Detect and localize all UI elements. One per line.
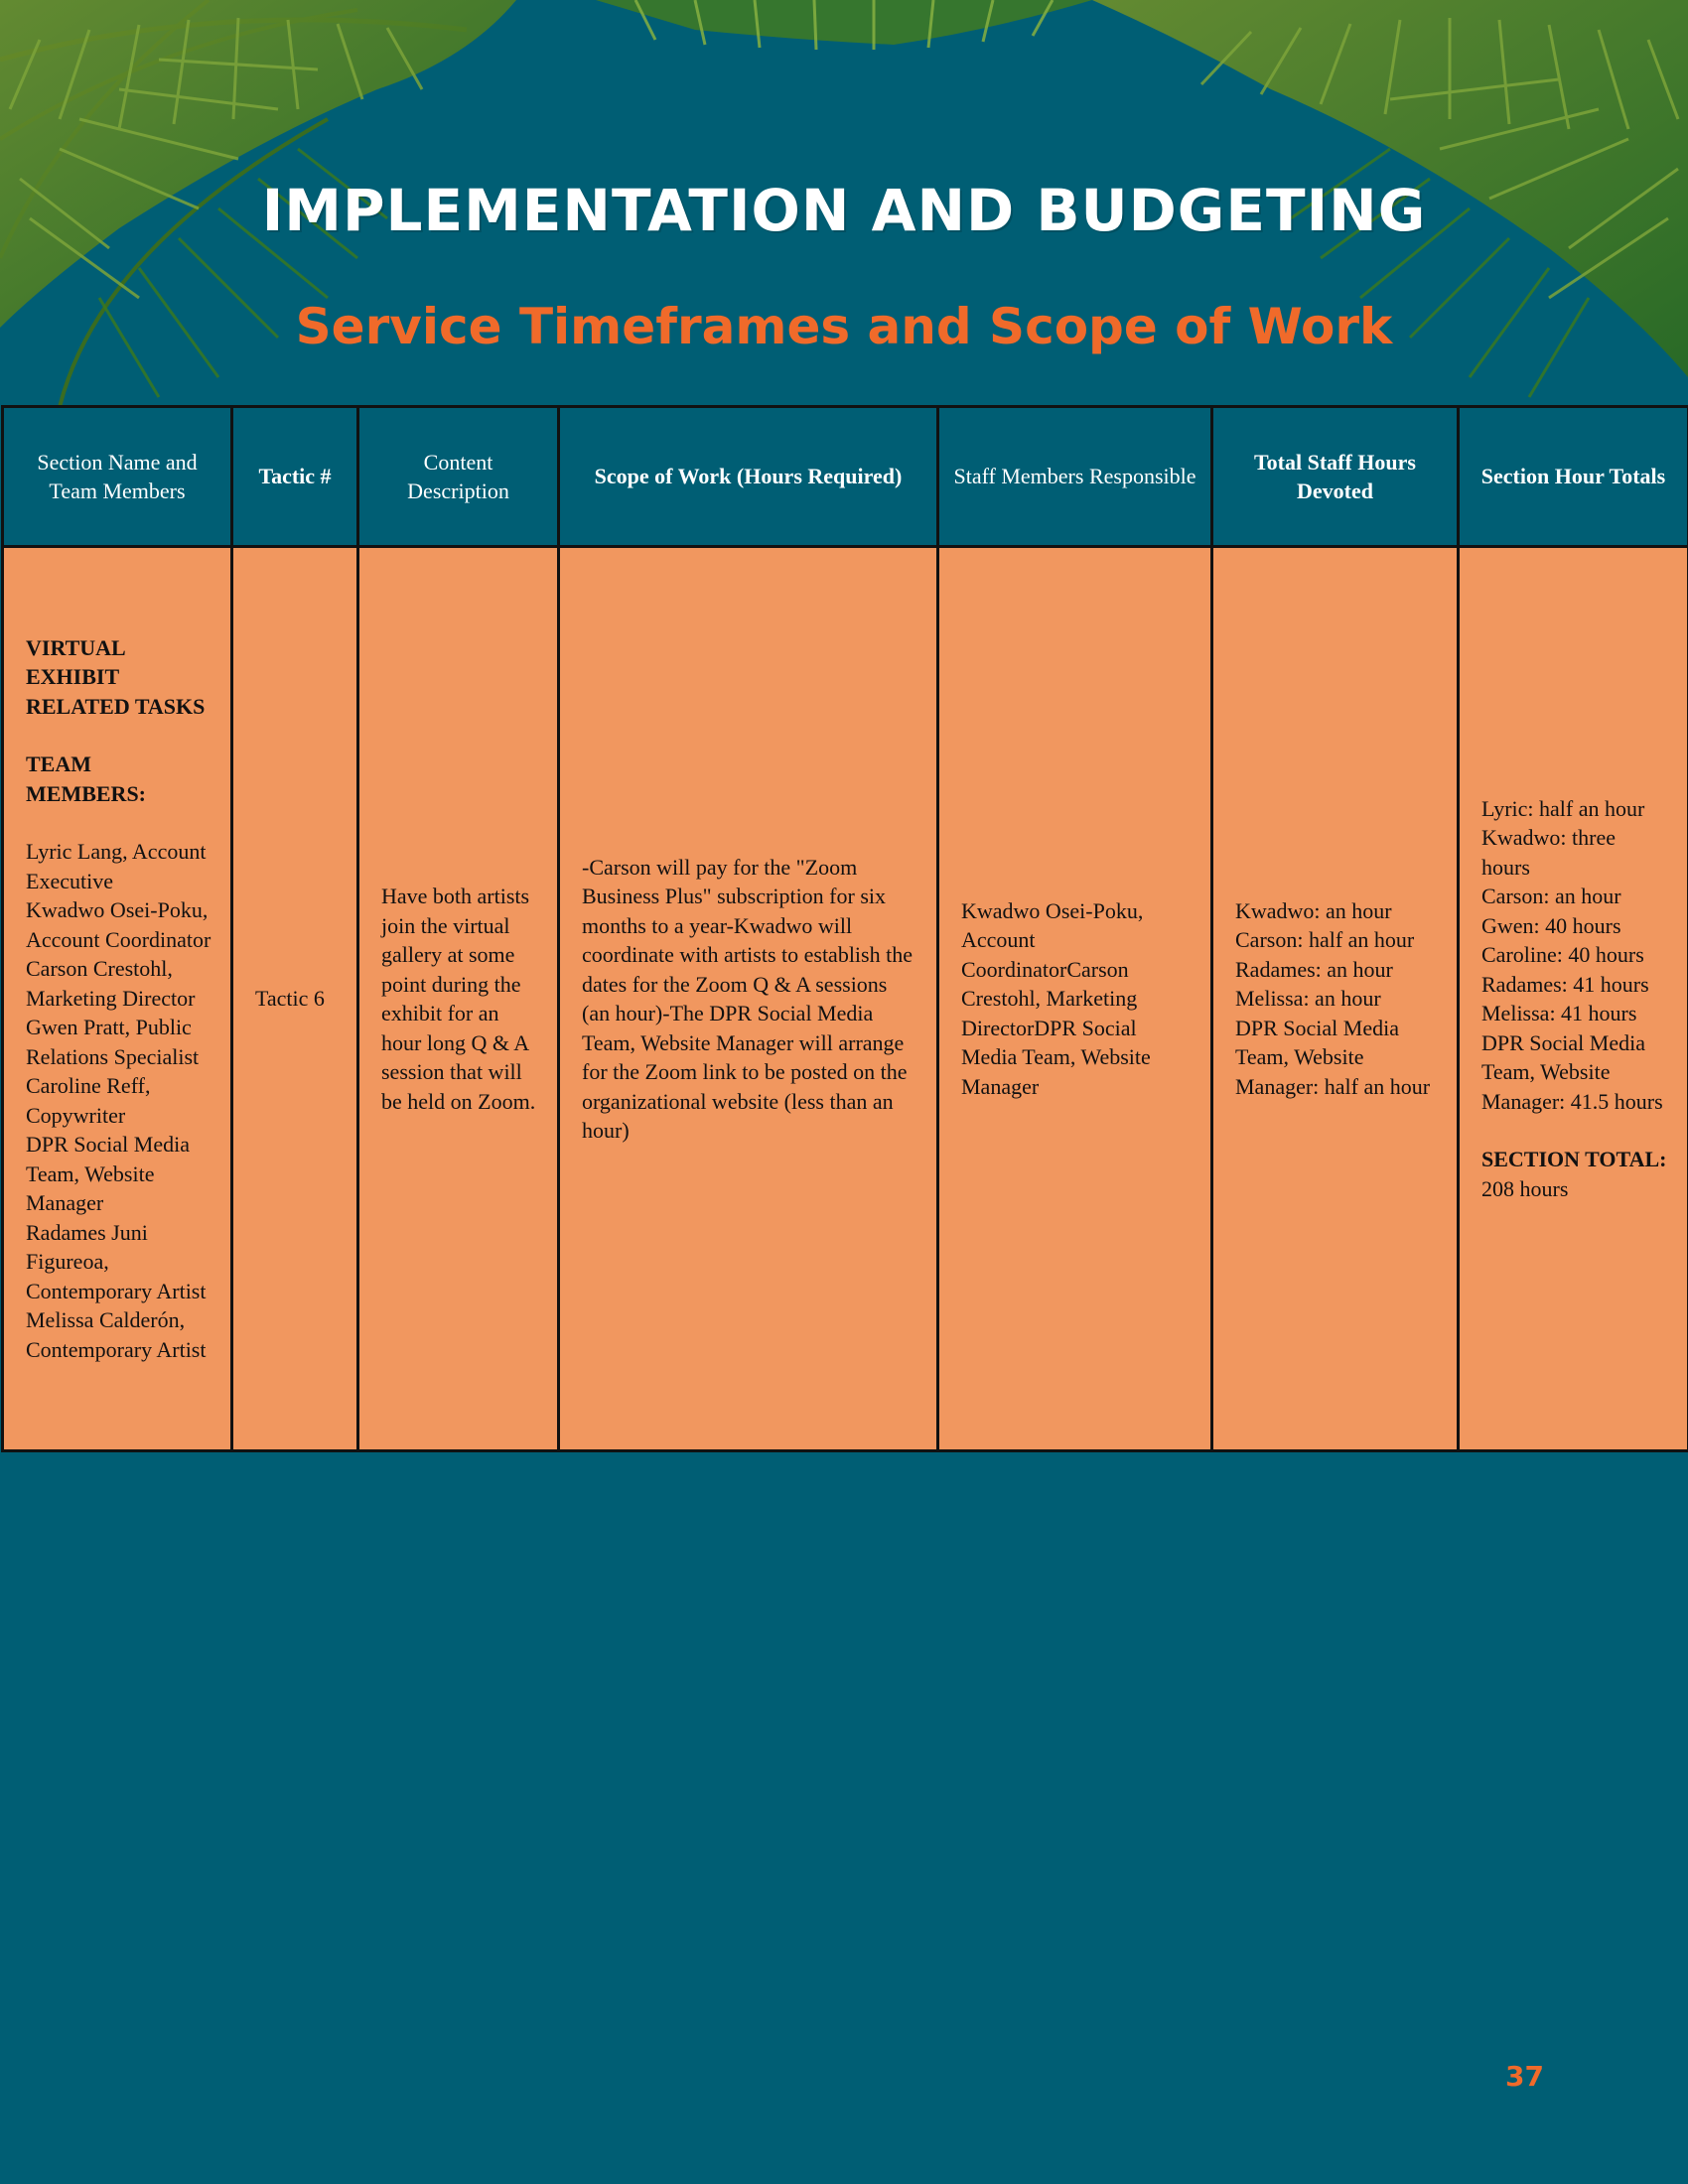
team-member: Lyric Lang, Account Executive <box>26 839 207 893</box>
team-member: Melissa Calderón, Contemporary Artist <box>26 1307 207 1362</box>
team-member: Radames Juni Figureoa, Contemporary Artist <box>26 1219 207 1303</box>
column-header: Section Hour Totals <box>1459 407 1688 547</box>
section-grand-total <box>1481 1145 1669 1203</box>
page-subtitle: Service Timeframes and Scope of Work <box>295 298 1393 355</box>
team-member: Carson Crestohl, Marketing Director <box>26 956 196 1011</box>
team-members-label: TEAM MEMBERS: <box>26 751 146 806</box>
staff-hours-item: DPR Social Media Team, Website Manager: half an hour <box>1235 1015 1431 1099</box>
staff-hours-item: Kwadwo: an hour <box>1235 897 1392 923</box>
table-row <box>3 547 1688 1451</box>
staff-hours-cell <box>1212 547 1459 1451</box>
section-total-value: 208 hours <box>1481 1175 1569 1201</box>
section-total-item: Gwen: 40 hours <box>1481 912 1621 938</box>
team-member: Kwadwo Osei-Poku, Account Coordinator <box>26 897 211 952</box>
page-number: 37 <box>1505 2060 1544 2093</box>
team-member: Caroline Reff, Copywriter <box>26 1073 151 1128</box>
section-total-item: Lyric: half an hour <box>1481 795 1645 821</box>
section-total-item: DPR Social Media Team, Website Manager: 41.5 hours <box>1481 1029 1663 1114</box>
content-description-cell: Have both artists join the virtual gallery at some point during the exhibit for an hour long Q & A session that will be held on Zoom. <box>358 547 559 1451</box>
scope-table <box>1 405 1688 1452</box>
column-header: Total Staff Hours Devoted <box>1212 407 1459 547</box>
staff-hours-item: Melissa: an hour <box>1235 986 1381 1012</box>
section-totals-cell <box>1459 547 1688 1451</box>
scope-of-work-cell: -Carson will pay for the "Zoom Business Plus" subscription for six months to a year-Kwadwo will coordinate with artists to establish the dates for the Zoom Q & A sessions (an hour)-The DPR Social Media Team, Website Manager will arrange for the Zoom link to be posted on the organizational website (less than an hour) <box>559 547 938 1451</box>
section-total-label: SECTION TOTAL: <box>1481 1147 1667 1172</box>
section-cell <box>3 547 232 1451</box>
column-header: Section Name and Team Members <box>3 407 232 547</box>
section-total-item: Carson: an hour <box>1481 884 1621 909</box>
team-member: DPR Social Media Team, Website Manager <box>26 1132 190 1216</box>
tactic-cell: Tactic 6 <box>232 547 358 1451</box>
staff-responsible-cell: Kwadwo Osei-Poku, Account CoordinatorCarson Crestohl, Marketing DirectorDPR Social Media Team, Website Manager <box>938 547 1212 1451</box>
section-total-item: Caroline: 40 hours <box>1481 942 1644 968</box>
staff-hours-item: Radames: an hour <box>1235 956 1393 982</box>
page-title: IMPLEMENTATION AND BUDGETING <box>261 177 1427 244</box>
staff-hours-item: Carson: half an hour <box>1235 927 1415 953</box>
section-total-item: Melissa: 41 hours <box>1481 1001 1637 1026</box>
column-header: Scope of Work (Hours Required) <box>559 407 938 547</box>
header <box>0 0 1688 407</box>
table-header-row <box>3 407 1688 547</box>
column-header: Tactic # <box>232 407 358 547</box>
column-header: Staff Members Responsible <box>938 407 1212 547</box>
section-total-item: Radames: 41 hours <box>1481 971 1649 997</box>
team-member: Gwen Pratt, Public Relations Specialist <box>26 1015 200 1069</box>
section-title: VIRTUAL EXHIBIT RELATED TASKS <box>26 634 206 719</box>
column-header: Content Description <box>358 407 559 547</box>
section-total-item: Kwadwo: three hours <box>1481 825 1617 880</box>
